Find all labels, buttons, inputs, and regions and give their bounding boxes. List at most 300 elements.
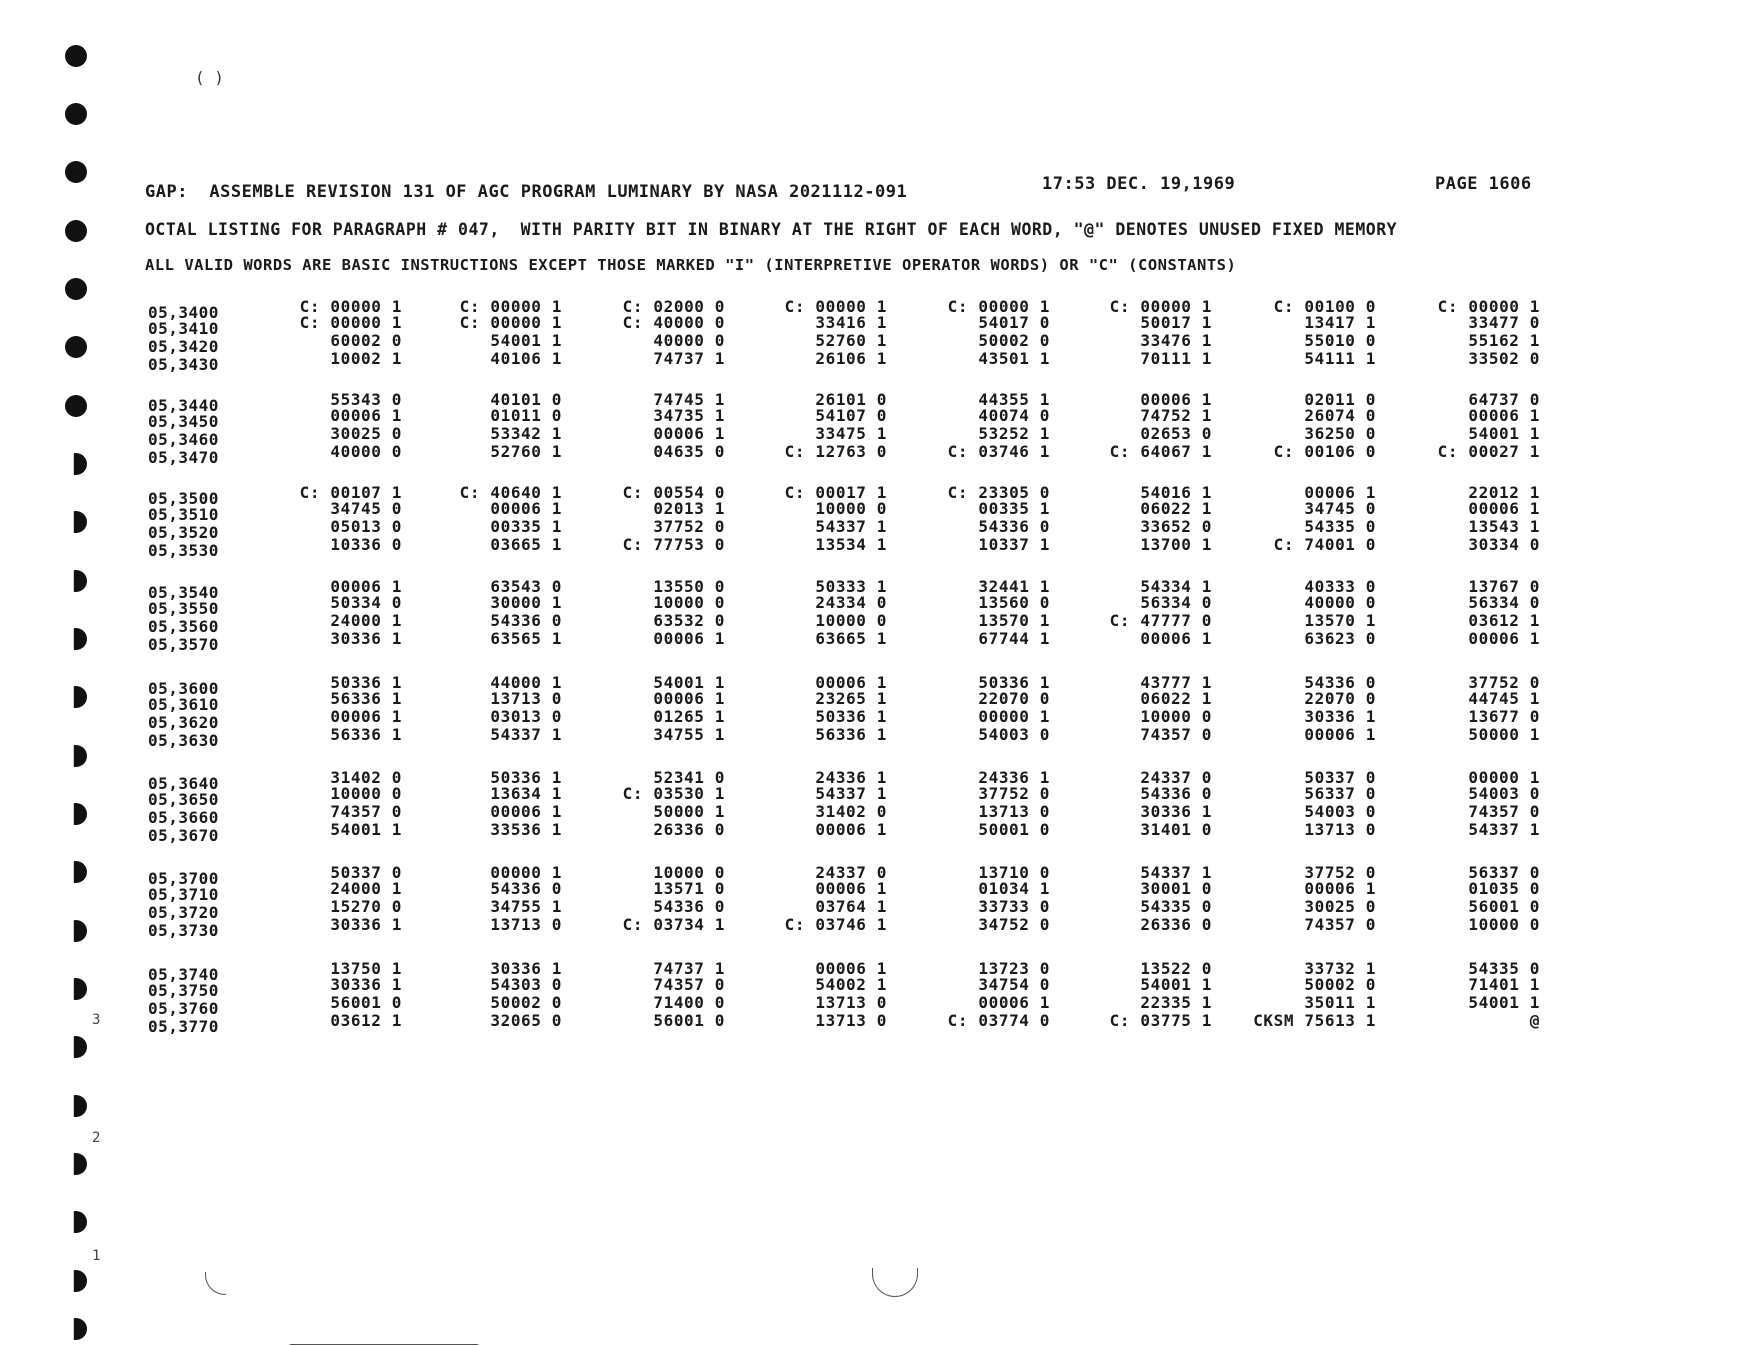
octal-word: 71400 0 [653, 993, 725, 1012]
octal-word: 05013 0 [330, 517, 402, 536]
octal-word: C: 74001 0 [1273, 535, 1376, 554]
octal-word: 50333 1 [815, 577, 887, 596]
octal-word: 01265 1 [653, 707, 725, 726]
octal-word: C: 00554 0 [622, 483, 725, 502]
row-address: 05,3650 [148, 790, 219, 809]
octal-word: 60002 0 [330, 331, 402, 350]
octal-word: 40106 1 [490, 349, 562, 368]
octal-word: 03665 1 [490, 535, 562, 554]
row-address: 05,3470 [148, 448, 219, 467]
octal-word: 54337 1 [490, 725, 562, 744]
octal-word: 01035 0 [1468, 879, 1540, 898]
feed-hole [65, 570, 87, 592]
octal-word: 74752 1 [1140, 406, 1212, 425]
row-address: 05,3670 [148, 826, 219, 845]
octal-word: 54337 1 [1140, 863, 1212, 882]
octal-word: 02013 1 [653, 499, 725, 518]
row-address: 05,3720 [148, 903, 219, 922]
row-address: 05,3500 [148, 489, 219, 508]
octal-word: 54001 1 [653, 673, 725, 692]
octal-word: 37752 0 [1468, 673, 1540, 692]
octal-word: 54303 0 [490, 975, 562, 994]
octal-word: 26336 0 [1140, 915, 1212, 934]
octal-word: 30336 1 [1140, 802, 1212, 821]
octal-word: 13570 1 [978, 611, 1050, 630]
octal-word: 56336 1 [330, 689, 402, 708]
octal-word: 13713 0 [815, 1011, 887, 1030]
octal-word: 54017 0 [978, 313, 1050, 332]
octal-word: 50334 0 [330, 593, 402, 612]
octal-word: 50002 0 [978, 331, 1050, 350]
octal-word: 13534 1 [815, 535, 887, 554]
octal-word: C: 00100 0 [1273, 297, 1376, 316]
octal-word: 50000 1 [1468, 725, 1540, 744]
octal-word: 34735 1 [653, 406, 725, 425]
feed-hole [65, 336, 87, 358]
octal-word: 54001 1 [330, 820, 402, 839]
octal-word: 00000 1 [978, 707, 1050, 726]
octal-word: 30336 1 [490, 959, 562, 978]
feed-hole [65, 161, 87, 183]
feed-hole [65, 1270, 87, 1292]
octal-word: 54336 0 [490, 611, 562, 630]
octal-word: C: 03775 1 [1109, 1011, 1212, 1030]
octal-word: 24337 0 [815, 863, 887, 882]
octal-word: C: 00000 1 [299, 297, 402, 316]
octal-word: 00006 1 [490, 499, 562, 518]
octal-word: 00006 1 [330, 707, 402, 726]
octal-word: C: 00000 1 [299, 313, 402, 332]
octal-word: 50002 0 [1304, 975, 1376, 994]
octal-word: 30336 1 [330, 915, 402, 934]
octal-word: 13713 0 [490, 689, 562, 708]
octal-word: 00006 1 [815, 879, 887, 898]
octal-word: C: 00000 1 [1109, 297, 1212, 316]
feed-hole [65, 745, 87, 767]
octal-word: 00006 1 [978, 993, 1050, 1012]
octal-word: 13713 0 [978, 802, 1050, 821]
octal-word: 06022 1 [1140, 689, 1212, 708]
octal-word: 30336 1 [1304, 707, 1376, 726]
row-address: 05,3520 [148, 523, 219, 542]
octal-word: 22070 0 [1304, 689, 1376, 708]
row-address: 05,3510 [148, 505, 219, 524]
octal-word: 00006 1 [1140, 629, 1212, 648]
octal-word: 54337 1 [1468, 820, 1540, 839]
octal-word: 54111 1 [1304, 349, 1376, 368]
octal-word: 50017 1 [1140, 313, 1212, 332]
margin-note: 3 [92, 1012, 101, 1028]
octal-word: C: 00017 1 [784, 483, 887, 502]
octal-word: 56334 0 [1140, 593, 1212, 612]
octal-word: 56001 0 [653, 1011, 725, 1030]
octal-word: 30025 0 [330, 424, 402, 443]
octal-word: 01011 0 [490, 406, 562, 425]
octal-word: 10336 0 [330, 535, 402, 554]
feed-hole [65, 278, 87, 300]
octal-word: 03612 1 [1468, 611, 1540, 630]
octal-word: 00335 1 [978, 499, 1050, 518]
row-address: 05,3660 [148, 808, 219, 827]
octal-word: 63565 1 [490, 629, 562, 648]
octal-word: 54337 1 [815, 517, 887, 536]
octal-word: 24000 1 [330, 611, 402, 630]
octal-word: 34755 1 [490, 897, 562, 916]
octal-word: C: 23305 0 [947, 483, 1050, 502]
octal-word: 74737 1 [653, 349, 725, 368]
octal-word: 53342 1 [490, 424, 562, 443]
octal-word: C: 12763 0 [784, 442, 887, 461]
octal-word: 31402 0 [330, 768, 402, 787]
octal-word: 33732 1 [1304, 959, 1376, 978]
row-address: 05,3430 [148, 355, 219, 374]
octal-word: 50001 0 [978, 820, 1050, 839]
octal-word: 24336 1 [815, 768, 887, 787]
octal-word: 54335 0 [1140, 897, 1212, 916]
octal-word: 24337 0 [1140, 768, 1212, 787]
octal-word: 53252 1 [978, 424, 1050, 443]
octal-word: CKSM 75613 1 [1253, 1011, 1376, 1030]
octal-word: 54003 0 [1468, 784, 1540, 803]
octal-word: 00006 1 [330, 406, 402, 425]
octal-word: 54334 1 [1140, 577, 1212, 596]
octal-word: 33476 1 [1140, 331, 1212, 350]
octal-word: 13550 0 [653, 577, 725, 596]
octal-word: 63665 1 [815, 629, 887, 648]
row-address: 05,3750 [148, 981, 219, 1000]
octal-word: 00006 1 [1140, 390, 1212, 409]
octal-word: 13560 0 [978, 593, 1050, 612]
row-address: 05,3740 [148, 965, 219, 984]
octal-word: 40101 0 [490, 390, 562, 409]
octal-word: 50336 1 [330, 673, 402, 692]
octal-word: 71401 1 [1468, 975, 1540, 994]
row-address: 05,3460 [148, 430, 219, 449]
octal-word: 52760 1 [490, 442, 562, 461]
octal-word: 33652 0 [1140, 517, 1212, 536]
octal-word: 52760 1 [815, 331, 887, 350]
octal-word: 43501 1 [978, 349, 1050, 368]
octal-word: 54337 1 [815, 784, 887, 803]
octal-word: 10000 0 [330, 784, 402, 803]
octal-word: 54001 1 [490, 331, 562, 350]
octal-word: 00006 1 [653, 424, 725, 443]
octal-word: 13417 1 [1304, 313, 1376, 332]
octal-word: 15270 0 [330, 897, 402, 916]
octal-word: 54003 0 [1304, 802, 1376, 821]
octal-word: 50002 0 [490, 993, 562, 1012]
octal-word: 50337 0 [1304, 768, 1376, 787]
octal-word: 40000 0 [330, 442, 402, 461]
octal-word: C: 40000 0 [622, 313, 725, 332]
octal-word: 44355 1 [978, 390, 1050, 409]
octal-word: 74357 0 [1304, 915, 1376, 934]
header-timestamp: 17:53 DEC. 19,1969 [1042, 174, 1236, 194]
octal-word: 74357 0 [1468, 802, 1540, 821]
octal-word: C: 00027 1 [1437, 442, 1540, 461]
page-number: PAGE 1606 [1435, 174, 1532, 194]
octal-word: C: 03746 1 [947, 442, 1050, 461]
octal-word: 30336 1 [330, 629, 402, 648]
octal-word: 54335 0 [1304, 517, 1376, 536]
header-line-2: OCTAL LISTING FOR PARAGRAPH # 047, WITH PARITY BIT IN BINARY AT THE RIGHT OF EACH WORD, "@" DENOTES UNUSED FIXED MEMORY [145, 220, 1398, 239]
octal-word: 13710 0 [978, 863, 1050, 882]
octal-word: 04635 0 [653, 442, 725, 461]
octal-word: C: 00107 1 [299, 483, 402, 502]
octal-word: 54107 0 [815, 406, 887, 425]
octal-word: C: 00106 0 [1273, 442, 1376, 461]
octal-word: 26106 1 [815, 349, 887, 368]
octal-word: 00006 1 [815, 820, 887, 839]
octal-word: 00006 1 [653, 629, 725, 648]
octal-word: 56001 0 [1468, 897, 1540, 916]
top-paren-mark: ( ) [195, 68, 224, 87]
octal-word: 44000 1 [490, 673, 562, 692]
octal-word: 50000 1 [653, 802, 725, 821]
octal-word: 54336 0 [1304, 673, 1376, 692]
octal-word: 10000 0 [1140, 707, 1212, 726]
octal-word: 00006 1 [1304, 725, 1376, 744]
octal-word: 24334 0 [815, 593, 887, 612]
row-address: 05,3570 [148, 635, 219, 654]
octal-word: 40000 0 [1304, 593, 1376, 612]
octal-word: 54001 1 [1468, 993, 1540, 1012]
octal-word: C: 00000 1 [947, 297, 1050, 316]
octal-word: C: 03746 1 [784, 915, 887, 934]
octal-word: 13677 0 [1468, 707, 1540, 726]
octal-word: C: 47777 0 [1109, 611, 1212, 630]
octal-word: 23265 1 [815, 689, 887, 708]
row-address: 05,3530 [148, 541, 219, 560]
stray-mark [872, 1268, 918, 1297]
feed-hole [65, 1036, 87, 1058]
octal-word: 31402 0 [815, 802, 887, 821]
octal-word: 00006 1 [1304, 483, 1376, 502]
octal-word: 31401 0 [1140, 820, 1212, 839]
octal-word: 22070 0 [978, 689, 1050, 708]
octal-word: 56336 1 [815, 725, 887, 744]
octal-word: 13723 0 [978, 959, 1050, 978]
feed-hole [65, 978, 87, 1000]
octal-word: 33416 1 [815, 313, 887, 332]
octal-word: 34754 0 [978, 975, 1050, 994]
octal-word: 13571 0 [653, 879, 725, 898]
octal-word: 00000 1 [1468, 768, 1540, 787]
octal-word: 02011 0 [1304, 390, 1376, 409]
octal-word: 26336 0 [653, 820, 725, 839]
octal-word: 74745 1 [653, 390, 725, 409]
octal-word: 00006 1 [1304, 879, 1376, 898]
row-address: 05,3760 [148, 999, 219, 1018]
octal-word: 00335 1 [490, 517, 562, 536]
feed-hole [65, 1095, 87, 1117]
octal-word: 00006 1 [1468, 499, 1540, 518]
octal-word: 74737 1 [653, 959, 725, 978]
row-address: 05,3420 [148, 337, 219, 356]
feed-hole [65, 1153, 87, 1175]
octal-word: 40333 0 [1304, 577, 1376, 596]
octal-word: 00006 1 [490, 802, 562, 821]
octal-word: C: 03774 0 [947, 1011, 1050, 1030]
octal-word: C: 40640 1 [459, 483, 562, 502]
octal-word: 33733 0 [978, 897, 1050, 916]
octal-word: 64737 0 [1468, 390, 1540, 409]
octal-word: 74357 0 [1140, 725, 1212, 744]
octal-word: 56334 0 [1468, 593, 1540, 612]
row-address: 05,3610 [148, 695, 219, 714]
octal-word: 22335 1 [1140, 993, 1212, 1012]
octal-word: 00006 1 [815, 959, 887, 978]
octal-word: 54336 0 [653, 897, 725, 916]
octal-word: 54001 1 [1140, 975, 1212, 994]
feed-hole [65, 1318, 87, 1340]
octal-word: 10000 0 [815, 499, 887, 518]
row-address: 05,3730 [148, 921, 219, 940]
row-address: 05,3450 [148, 412, 219, 431]
feed-hole [65, 803, 87, 825]
octal-word: 03612 1 [330, 1011, 402, 1030]
octal-word: 55343 0 [330, 390, 402, 409]
feed-hole [65, 220, 87, 242]
octal-word: 54002 1 [815, 975, 887, 994]
octal-word: 30001 0 [1140, 879, 1212, 898]
header-line-3: ALL VALID WORDS ARE BASIC INSTRUCTIONS EXCEPT THOSE MARKED "I" (INTERPRETIVE OPERATOR WORDS) OR "C" (CONSTANTS) [145, 256, 1237, 274]
octal-word: 13713 0 [815, 993, 887, 1012]
feed-hole [65, 686, 87, 708]
octal-word: 13767 0 [1468, 577, 1540, 596]
row-address: 05,3630 [148, 731, 219, 750]
octal-word: 33502 0 [1468, 349, 1540, 368]
octal-word: 24000 1 [330, 879, 402, 898]
octal-word: 54003 0 [978, 725, 1050, 744]
octal-word: 34745 0 [330, 499, 402, 518]
feed-hole [65, 453, 87, 475]
octal-word: 22012 1 [1468, 483, 1540, 502]
octal-word: C: 02000 0 [622, 297, 725, 316]
octal-word: 63543 0 [490, 577, 562, 596]
octal-word: 13713 0 [490, 915, 562, 934]
octal-word: 33477 0 [1468, 313, 1540, 332]
octal-word: 63623 0 [1304, 629, 1376, 648]
feed-hole [65, 395, 87, 417]
row-address: 05,3600 [148, 679, 219, 698]
octal-word: 13713 0 [1304, 820, 1376, 839]
octal-word: 24336 1 [978, 768, 1050, 787]
row-address: 05,3550 [148, 599, 219, 618]
footer-rule [290, 1344, 478, 1345]
octal-word: 37752 0 [653, 517, 725, 536]
octal-word: 55010 0 [1304, 331, 1376, 350]
octal-word: C: 00000 1 [459, 313, 562, 332]
octal-word: 10000 0 [653, 863, 725, 882]
octal-word: 35011 1 [1304, 993, 1376, 1012]
octal-word: 13750 1 [330, 959, 402, 978]
octal-word: 13522 0 [1140, 959, 1212, 978]
octal-word: 10000 0 [815, 611, 887, 630]
octal-word: 56336 1 [330, 725, 402, 744]
octal-word: 40000 0 [653, 331, 725, 350]
octal-word: 33536 1 [490, 820, 562, 839]
margin-note: 2 [92, 1130, 101, 1146]
octal-word: 26074 0 [1304, 406, 1376, 425]
octal-word: 50336 1 [978, 673, 1050, 692]
row-address: 05,3710 [148, 885, 219, 904]
octal-word: 43777 1 [1140, 673, 1212, 692]
feed-hole [65, 920, 87, 942]
octal-word: C: 00000 1 [459, 297, 562, 316]
octal-word: 32065 0 [490, 1011, 562, 1030]
feed-hole [65, 628, 87, 650]
octal-word: 30000 1 [490, 593, 562, 612]
octal-word: 54336 0 [490, 879, 562, 898]
octal-word: 13570 1 [1304, 611, 1376, 630]
row-address: 05,3540 [148, 583, 219, 602]
octal-word: 13634 1 [490, 784, 562, 803]
octal-word: 32441 1 [978, 577, 1050, 596]
octal-word: 40074 0 [978, 406, 1050, 425]
octal-word: 56001 0 [330, 993, 402, 1012]
octal-word: C: 03734 1 [622, 915, 725, 934]
feed-hole [65, 861, 87, 883]
octal-word: C: 00000 1 [784, 297, 887, 316]
octal-word: 02653 0 [1140, 424, 1212, 443]
feed-hole [65, 1211, 87, 1233]
margin-note: 1 [92, 1248, 101, 1264]
octal-word: C: 77753 0 [622, 535, 725, 554]
octal-word: 36250 0 [1304, 424, 1376, 443]
octal-word: 50336 1 [815, 707, 887, 726]
octal-word: @ [1529, 1011, 1540, 1030]
octal-word: 10000 0 [1468, 915, 1540, 934]
row-address: 05,3700 [148, 869, 219, 888]
octal-word: 37752 0 [978, 784, 1050, 803]
feed-hole [65, 103, 87, 125]
octal-word: 74357 0 [330, 802, 402, 821]
octal-word: 06022 1 [1140, 499, 1212, 518]
octal-word: C: 03530 1 [622, 784, 725, 803]
octal-word: 03013 0 [490, 707, 562, 726]
octal-word: 33475 1 [815, 424, 887, 443]
octal-word: 37752 0 [1304, 863, 1376, 882]
octal-word: 63532 0 [653, 611, 725, 630]
octal-word: 54336 0 [1140, 784, 1212, 803]
octal-word: 50337 0 [330, 863, 402, 882]
octal-word: 10002 1 [330, 349, 402, 368]
octal-word: 30334 0 [1468, 535, 1540, 554]
row-address: 05,3770 [148, 1017, 219, 1036]
octal-word: 34752 0 [978, 915, 1050, 934]
octal-word: 03764 1 [815, 897, 887, 916]
octal-word: 54001 1 [1468, 424, 1540, 443]
row-address: 05,3440 [148, 396, 219, 415]
octal-word: 44745 1 [1468, 689, 1540, 708]
row-address: 05,3640 [148, 774, 219, 793]
octal-word: 13700 1 [1140, 535, 1212, 554]
feed-hole [65, 45, 87, 67]
octal-word: 10337 1 [978, 535, 1050, 554]
octal-word: C: 00000 1 [1437, 297, 1540, 316]
octal-word: 00006 1 [330, 577, 402, 596]
octal-word: 26101 0 [815, 390, 887, 409]
octal-word: 13543 1 [1468, 517, 1540, 536]
octal-word: C: 64067 1 [1109, 442, 1212, 461]
octal-word: 74357 0 [653, 975, 725, 994]
octal-word: 34745 0 [1304, 499, 1376, 518]
octal-word: 54016 1 [1140, 483, 1212, 502]
octal-word: 56337 0 [1468, 863, 1540, 882]
row-address: 05,3410 [148, 319, 219, 338]
octal-word: 30025 0 [1304, 897, 1376, 916]
